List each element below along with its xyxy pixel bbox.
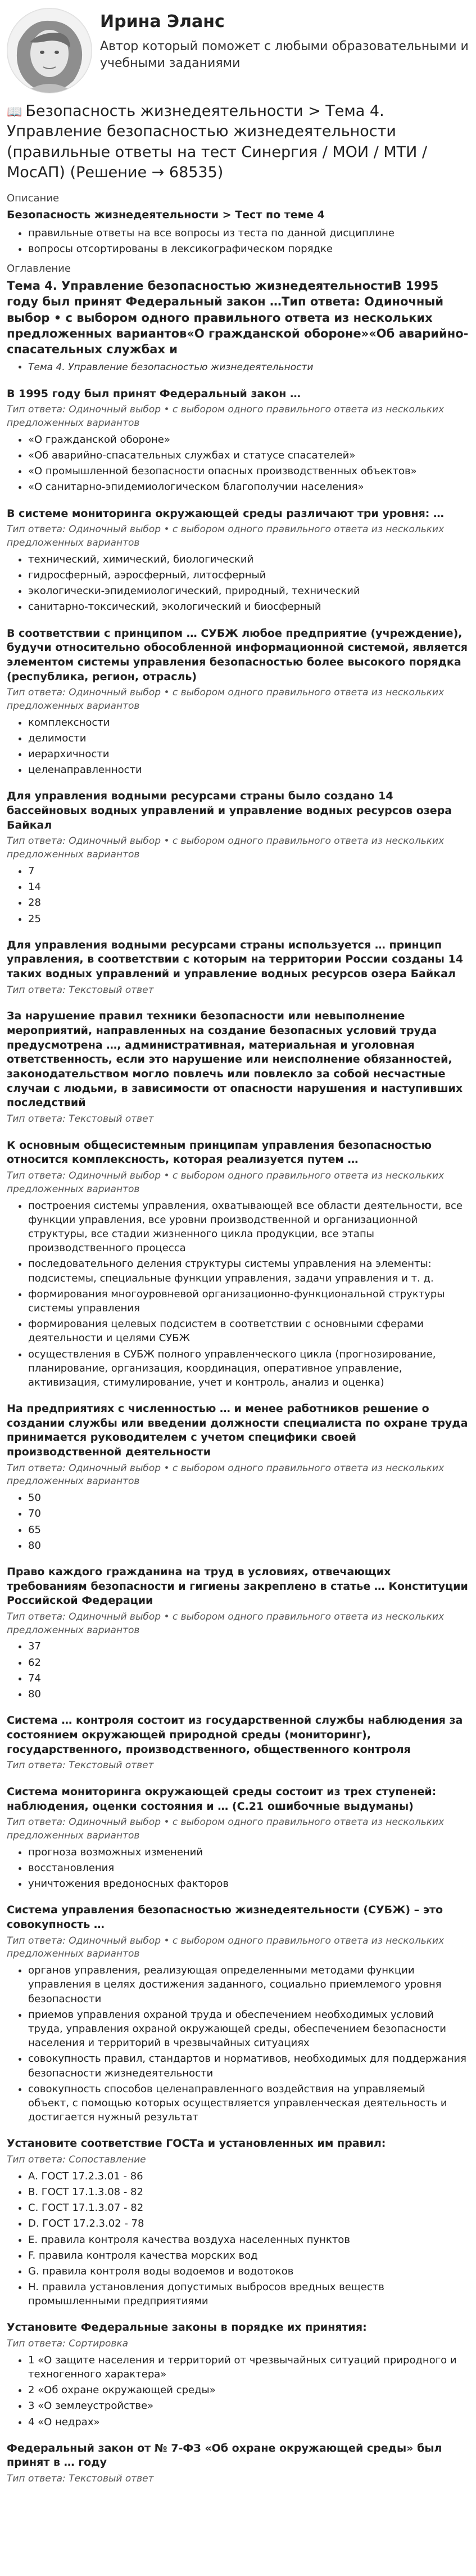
- question-type: [7, 1611, 469, 1638]
- question-type-label: Тип ответа:: [7, 1113, 66, 1125]
- question-type-value: Одиночный выбор • с выбором одного правильного ответа из нескольких предложенных вариантов: [7, 687, 445, 712]
- question-block: [7, 2321, 469, 2429]
- page-title-text: Безопасность жизнедеятельности > Тема 4. Управление безопасностью жизнедеятельности (правильные ответы на тест Синергия / МОИ / МТИ / МосАП) (Решение → 68535): [7, 102, 428, 182]
- author-card: [7, 8, 469, 93]
- answer-option: • A. ГОСТ 17.2.3.01 - 86: [28, 2169, 469, 2183]
- answer-option: • 3 «О землеустройстве»: [28, 2399, 469, 2413]
- question-type-label: Тип ответа:: [7, 524, 66, 536]
- question-title: Система мониторинга окружающей среды состоит из трех ступеней: наблюдения, оценки состояния и … (С.21 ошибочные выдуманы): [7, 1785, 437, 1813]
- answer-option: • технический, химический, биологический: [28, 552, 469, 567]
- question-type-value: Одиночный выбор • с выбором одного правильного ответа из нескольких предложенных вариантов: [7, 1817, 445, 1842]
- question-block: [7, 1903, 469, 2124]
- answer-options: [7, 2353, 469, 2429]
- question-title: В системе мониторинга окружающей среды различают три уровня: …: [7, 507, 444, 520]
- question-type-label: Тип ответа:: [7, 1462, 66, 1474]
- answer-option: • совокупность способов целенаправленного воздействия на управляемый объект, с помощью которых осуществляется управленческая деятельность и достигается нужный результат: [28, 2082, 469, 2125]
- description-label: Описание: [7, 192, 60, 204]
- toc-item[interactable]: • Тема 4. Управление безопасностью жизнедеятельности: [28, 361, 469, 375]
- question-title: За нарушение правил техники безопасности или невыполнение мероприятий, направленных на создание безопасных условий труда предусмотрена …, административная, материальная и уголовная ответственность, если это нарушение или неисполнение обязанностей, законодательством могло повлечь или повлекло за собой несчастные случаи с людьми, в зависимости от опасности нарушения и наступивших последствий: [7, 1010, 463, 1109]
- question-type-label: Тип ответа:: [7, 1817, 66, 1828]
- question-type-label: Тип ответа:: [7, 687, 66, 699]
- question-block: [7, 1009, 469, 1126]
- description-item: • правильные ответы на все вопросы из теста по данной дисциплине: [28, 226, 469, 240]
- answer-option: • 62: [28, 1656, 469, 1670]
- page-title: [7, 101, 469, 183]
- answer-option: • санитарно-токсический, экологический и биосферный: [28, 600, 469, 614]
- question-title: Право каждого гражданина на труд в условиях, отвечающих требованиям безопасности и гигиены закреплено в статье … Конституции Российской Федерации: [7, 1565, 468, 1607]
- answer-options: [7, 864, 469, 926]
- avatar[interactable]: [7, 8, 92, 93]
- question-type-label: Тип ответа:: [7, 2338, 66, 2350]
- answer-option: • гидросферный, аэросферный, литосферный: [28, 568, 469, 582]
- answer-option: • осуществления в СУБЖ полного управленческого цикла (прогнозирование, планирование, организация, координация, оперативное управление, активизация, стимулирование, учет и контроль, анализ и оценка): [28, 1347, 469, 1390]
- answer-options: [7, 433, 469, 494]
- question-type-value: Сопоставление: [69, 2154, 146, 2165]
- question-block: [7, 1785, 469, 1891]
- toc-title: Тема 4. Управление безопасностью жизнедеятельностиВ 1995 году был принят Федеральный закон …Тип ответа: Одиночный выбор • с выбором одного правильного ответа из нескольких предложенных вариантов«О гражданской обороне»«Об аварийно-спасательных службах и: [7, 279, 469, 357]
- answer-options: [7, 1845, 469, 1891]
- answer-option: • 70: [28, 1507, 469, 1521]
- answer-option: • совокупность правил, стандартов и нормативов, необходимых для поддержания безопасности жизнедеятельности: [28, 2052, 469, 2080]
- toc-label: Оглавление: [7, 262, 71, 275]
- question-type: [7, 2472, 469, 2486]
- answer-options: [7, 1639, 469, 1701]
- question-type: [7, 1759, 469, 1773]
- author-name[interactable]: Ирина Эланс: [100, 12, 225, 32]
- answer-option: • «О гражданской обороне»: [28, 433, 469, 447]
- question-type: [7, 1462, 469, 1489]
- question-type-label: Тип ответа:: [7, 1611, 66, 1622]
- question-block: [7, 789, 469, 925]
- question-type-value: Сортировка: [69, 2338, 129, 2350]
- answer-option: • G. правила контроля воды водоемов и водотоков: [28, 2264, 469, 2278]
- question-block: [7, 1714, 469, 1773]
- question-type-label: Тип ответа:: [7, 1170, 66, 1182]
- answer-option: • 14: [28, 880, 469, 894]
- question-type: [7, 984, 469, 997]
- answer-option: • делимости: [28, 731, 469, 745]
- answer-option: • 74: [28, 1671, 469, 1685]
- answer-option: • 80: [28, 1539, 469, 1553]
- question-type: [7, 1935, 469, 1962]
- answer-option: • F. правила контроля качества морских вод: [28, 2249, 469, 2263]
- question-type-value: Одиночный выбор • с выбором одного правильного ответа из нескольких предложенных вариантов: [7, 1935, 445, 1960]
- question-block: [7, 1139, 469, 1390]
- avatar-portrait-icon: [7, 8, 92, 93]
- answer-option: • формирования многоуровневой организационно-функциональной структуры системы управления: [28, 1287, 469, 1315]
- answer-option: • B. ГОСТ 17.1.3.08 - 82: [28, 2185, 469, 2199]
- answer-option: • 65: [28, 1523, 469, 1537]
- answer-option: • целенаправленности: [28, 763, 469, 777]
- question-title: В соответствии с принципом … СУБЖ любое предприятие (учреждение), будучи относительно обособленной информационной системой, является элементом системы управления безопасностью более высокого порядка (республика, регион, отрасль): [7, 627, 468, 683]
- answer-option: • экологически-эпидемиологический, природный, технический: [28, 584, 469, 598]
- question-type-value: Текстовый ответ: [69, 1760, 154, 1772]
- answer-option: • 28: [28, 896, 469, 910]
- question-type: [7, 1170, 469, 1197]
- answer-option: • H. правила установления допустимых выбросов вредных веществ промышленными предприятиями: [28, 2280, 469, 2308]
- description-list: [7, 226, 469, 256]
- answer-option: • формирования целевых подсистем в соответствии с основными сферами деятельности и целями СУБЖ: [28, 1317, 469, 1345]
- answer-option: • E. правила контроля качества воздуха населенных пунктов: [28, 2233, 469, 2247]
- question-title: На предприятиях с численностью … и менее работников решение о создании службы или введении должности специалиста по охране труда принимается руководителем с учетом специфики своей производственной деятельности: [7, 1402, 468, 1458]
- question-type-value: Текстовый ответ: [69, 2473, 154, 2485]
- author-description: Автор который поможет с любыми образовательными и учебными заданиями: [100, 39, 469, 70]
- question-title: В 1995 году был принят Федеральный закон …: [7, 387, 301, 400]
- question-type-value: Текстовый ответ: [69, 984, 154, 996]
- question-title: Система управления безопасностью жизнедеятельности (СУБЖ) – это совокупность …: [7, 1904, 443, 1931]
- answer-option: • построения системы управления, охватывающей все области деятельности, все функции управления, все уровни производственной и организационной структуры, все стадии жизненного цикла продукции, все этапы производственного процесса: [28, 1199, 469, 1256]
- question-type-label: Тип ответа:: [7, 1935, 66, 1946]
- question-type: [7, 2337, 469, 2351]
- question-type-label: Тип ответа:: [7, 1760, 66, 1772]
- answer-option: • «О санитарно-эпидемиологическом благополучии населения»: [28, 480, 469, 494]
- question-title: Установите соответствие ГОСТа и установленных им правил:: [7, 2137, 386, 2150]
- question-type: [7, 1113, 469, 1126]
- answer-option: • комплексности: [28, 716, 469, 730]
- question-type: [7, 1816, 469, 1843]
- answer-option: • 50: [28, 1491, 469, 1505]
- answer-option: • 37: [28, 1639, 469, 1653]
- answer-options: [7, 716, 469, 777]
- question-block: [7, 507, 469, 614]
- answer-option: • иерархичности: [28, 747, 469, 761]
- question-type-value: Одиночный выбор • с выбором одного правильного ответа из нескольких предложенных вариантов: [7, 524, 445, 549]
- question-type-label: Тип ответа:: [7, 2473, 66, 2485]
- question-type-value: Одиночный выбор • с выбором одного правильного ответа из нескольких предложенных вариантов: [7, 1611, 445, 1636]
- question-block: [7, 938, 469, 997]
- question-title: Для управления водными ресурсами страны используется … принцип управления, в соответствии с которым на территории России созданы 14 таких водных управлений и управление водных ресурсов озера Байкал: [7, 938, 464, 981]
- question-block: [7, 627, 469, 777]
- question-block: [7, 1565, 469, 1701]
- answer-option: • «О промышленной безопасности опасных производственных объектов»: [28, 464, 469, 478]
- book-icon: 📖: [7, 105, 22, 119]
- answer-options: [7, 2169, 469, 2309]
- answer-option: • уничтожения вредоносных факторов: [28, 1877, 469, 1891]
- question-block: [7, 2137, 469, 2308]
- description-item: • вопросы отсортированы в лексикографическом порядке: [28, 242, 469, 256]
- answer-option: • органов управления, реализующая определенными методами функции управления в целях достижения заданного, социально приемлемого уровня безопасности: [28, 1963, 469, 2006]
- question-type-value: Одиночный выбор • с выбором одного правильного ответа из нескольких предложенных вариантов: [7, 1462, 445, 1487]
- question-list: [7, 387, 469, 2486]
- answer-option: • 1 «О защите населения и территорий от чрезвычайных ситуаций природного и техногенного характера»: [28, 2353, 469, 2381]
- question-type-value: Текстовый ответ: [69, 1113, 154, 1125]
- answer-option: • прогноза возможных изменений: [28, 1845, 469, 1859]
- question-type: [7, 2154, 469, 2167]
- answer-option: • C. ГОСТ 17.1.3.07 - 82: [28, 2201, 469, 2215]
- question-type: [7, 835, 469, 862]
- question-type-value: Одиночный выбор • с выбором одного правильного ответа из нескольких предложенных вариантов: [7, 835, 445, 861]
- question-type-value: Одиночный выбор • с выбором одного правильного ответа из нескольких предложенных вариантов: [7, 404, 445, 429]
- question-type-label: Тип ответа:: [7, 984, 66, 996]
- question-title: Для управления водными ресурсами страны было создано 14 бассейновых водных управлений и управление водных ресурсов озера Байкал: [7, 790, 452, 831]
- answer-option: • последовательного деления структуры системы управления на элементы: подсистемы, специальные функции управления, задачи управления и т. д.: [28, 1257, 469, 1285]
- answer-option: • приемов управления охраной труда и обеспечением необходимых условий труда, управления охраной окружающей среды, обеспечением безопасности населения и территорий в чрезвычайных ситуациях: [28, 2008, 469, 2051]
- question-block: [7, 387, 469, 494]
- answer-option: • «Об аварийно-спасательных службах и статусе спасателей»: [28, 448, 469, 462]
- author-info: [100, 8, 469, 71]
- answer-option: • 4 «О недрах»: [28, 2415, 469, 2429]
- answer-option: • 2 «Об охране окружающей среды»: [28, 2383, 469, 2397]
- answer-option: • 25: [28, 912, 469, 926]
- question-title: Установите Федеральные законы в порядке их принятия:: [7, 2321, 367, 2334]
- question-type-label: Тип ответа:: [7, 2154, 66, 2165]
- answer-options: [7, 1199, 469, 1390]
- question-title: Федеральный закон от № 7-ФЗ «Об охране окружающей среды» был принят в … году: [7, 2442, 442, 2469]
- answer-option: • 7: [28, 864, 469, 878]
- answer-options: [7, 552, 469, 614]
- answer-option: • 80: [28, 1687, 469, 1701]
- answer-option: • D. ГОСТ 17.2.3.02 - 78: [28, 2217, 469, 2231]
- question-type: [7, 686, 469, 713]
- toc-list: [7, 361, 469, 375]
- answer-options: [7, 1491, 469, 1553]
- question-type: [7, 403, 469, 430]
- question-type-value: Одиночный выбор • с выбором одного правильного ответа из нескольких предложенных вариантов: [7, 1170, 445, 1195]
- question-type: [7, 523, 469, 550]
- question-block: [7, 2442, 469, 2486]
- question-type-label: Тип ответа:: [7, 835, 66, 847]
- question-title: К основным общесистемным принципам управления безопасностью относится комплексность, которая реализуется путем …: [7, 1139, 432, 1166]
- question-title: Система … контроля состоит из государственной службы наблюдения за состоянием окружающей природной среды (мониторинг), государственного, производственного, общественного контроля: [7, 1714, 463, 1756]
- description-title: Безопасность жизнедеятельности > Тест по теме 4: [7, 208, 325, 221]
- question-type-label: Тип ответа:: [7, 404, 66, 416]
- answer-option: • восстановления: [28, 1861, 469, 1875]
- question-block: [7, 1402, 469, 1553]
- answer-options: [7, 1963, 469, 2124]
